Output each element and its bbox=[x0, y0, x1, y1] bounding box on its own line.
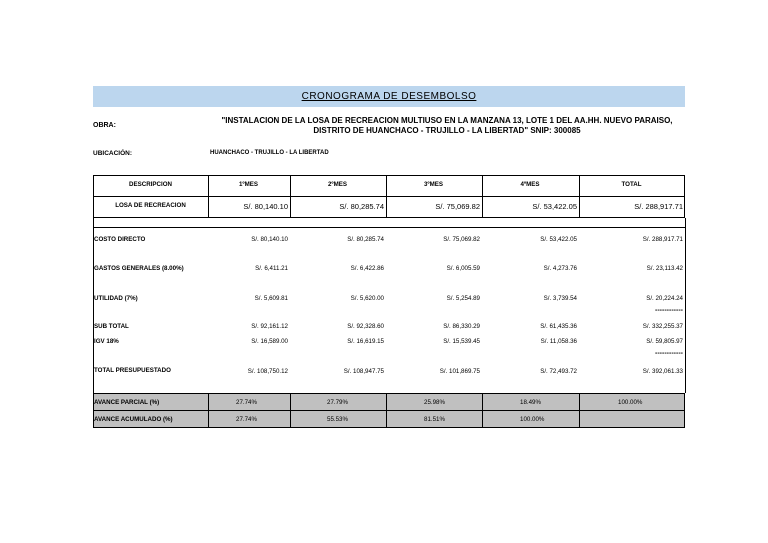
costo-directo-mes-2: S/. 80,285.74 bbox=[347, 236, 384, 243]
obra-line-2: DISTRITO DE HUANCHACO - TRUJILLO - LA LIBERTAD" SNIP: 300085 bbox=[313, 126, 581, 135]
gastos-mes-3: S/. 6,005.59 bbox=[446, 265, 480, 272]
utilidad-total: S/. 20,224.24 bbox=[646, 295, 683, 302]
avance-acumulado-mes-2: 55.53% bbox=[327, 416, 348, 423]
losa-mes-1: S/. 80,140.10 bbox=[243, 202, 288, 211]
utilidad-label: UTILIDAD (7%) bbox=[94, 295, 138, 302]
utilidad-mes-2: S/. 5,620.00 bbox=[350, 295, 384, 302]
total-presupuestado-mes-4: S/. 72,493.72 bbox=[540, 368, 577, 375]
subtotal-mes-1: S/. 92,161.12 bbox=[251, 323, 288, 330]
costo-directo-mes-4: S/. 53,422.05 bbox=[540, 236, 577, 243]
subtotal-mes-3: S/. 86,330.29 bbox=[443, 323, 480, 330]
obra-line-1: "INSTALACION DE LA LOSA DE RECREACION MULTIUSO EN LA MANZANA 13, LOTE 1 DEL AA.HH. NUEVO PARAISO, bbox=[221, 116, 673, 125]
separator-1: ------------ bbox=[655, 307, 683, 314]
losa-descripcion: LOSA DE RECREACION bbox=[115, 202, 186, 209]
subtotal-mes-4: S/. 61,435.36 bbox=[540, 323, 577, 330]
avance-parcial-mes-3: 25.98% bbox=[424, 399, 445, 406]
igv-total: S/. 59,805.97 bbox=[646, 338, 683, 345]
avance-acumulado-mes-1: 27.74% bbox=[236, 416, 257, 423]
obra-label: OBRA: bbox=[93, 122, 116, 129]
header-mes-4: 4ºMES bbox=[520, 181, 540, 188]
total-presupuestado-mes-1: S/. 108,750.12 bbox=[247, 368, 288, 375]
gastos-mes-2: S/. 6,422.86 bbox=[350, 265, 384, 272]
igv-mes-1: S/. 16,589.00 bbox=[251, 338, 288, 345]
obra-description bbox=[212, 116, 682, 136]
header-mes-3: 3ºMES bbox=[423, 181, 444, 188]
avance-table bbox=[93, 393, 685, 428]
avance-parcial-label: AVANCE PARCIAL (%) bbox=[94, 399, 160, 406]
costo-directo-label: COSTO DIRECTO bbox=[94, 236, 146, 243]
gastos-mes-4: S/. 4,273.76 bbox=[543, 265, 577, 272]
total-presupuestado-label: TOTAL PRESUPUESTADO bbox=[94, 367, 171, 374]
igv-mes-4: S/. 11,058.36 bbox=[540, 338, 577, 345]
gastos-label: GASTOS GENERALES (8.00%) bbox=[94, 265, 184, 272]
header-mes-2: 2ºMES bbox=[327, 181, 348, 188]
utilidad-mes-1: S/. 5,609.81 bbox=[254, 295, 288, 302]
igv-mes-3: S/. 15,539.45 bbox=[443, 338, 480, 345]
avance-parcial-mes-4: 18.49% bbox=[520, 399, 541, 406]
losa-mes-3: S/. 75,069.82 bbox=[435, 202, 480, 211]
ubicacion-value: HUANCHACO - TRUJILLO - LA LIBERTAD bbox=[210, 150, 329, 156]
subtotal-mes-2: S/. 92,328.60 bbox=[347, 323, 384, 330]
avance-acumulado-label: AVANCE ACUMULADO (%) bbox=[94, 416, 173, 423]
avance-parcial-mes-1: 27.74% bbox=[236, 399, 257, 406]
utilidad-mes-4: S/. 3,739.54 bbox=[543, 295, 577, 302]
avance-parcial-mes-2: 27.79% bbox=[327, 399, 348, 406]
avance-acumulado-mes-4: 100.00% bbox=[520, 416, 545, 423]
total-presupuestado-total: S/. 392,061.33 bbox=[642, 368, 683, 375]
total-presupuestado-mes-3: S/. 101,869.75 bbox=[439, 368, 480, 375]
utilidad-mes-3: S/. 5,254.89 bbox=[446, 295, 480, 302]
header-total: TOTAL bbox=[621, 181, 642, 188]
separator-2: ------------ bbox=[655, 350, 683, 357]
total-presupuestado-mes-2: S/. 108,947.75 bbox=[343, 368, 384, 375]
page-title: CRONOGRAMA DE DESEMBOLSO bbox=[301, 91, 477, 102]
losa-mes-4: S/. 53,422.05 bbox=[532, 202, 577, 211]
subtotal-total: S/. 332,255.37 bbox=[642, 323, 683, 330]
gastos-mes-1: S/. 6,411.21 bbox=[255, 265, 288, 272]
losa-mes-2: S/. 80,285.74 bbox=[339, 202, 384, 211]
igv-label: IGV 18% bbox=[94, 338, 119, 345]
losa-total: S/. 288,917.71 bbox=[634, 202, 683, 211]
subtotal-label: SUB TOTAL bbox=[94, 323, 129, 330]
costo-directo-mes-3: S/. 75,069.82 bbox=[443, 236, 480, 243]
avance-acumulado-mes-3: 81.51% bbox=[424, 416, 445, 423]
ubicacion-label: UBICACIÓN: bbox=[93, 150, 132, 157]
header-descripcion: DESCRIPCION bbox=[129, 181, 172, 188]
title-bar bbox=[93, 86, 685, 107]
gastos-total: S/. 23,113.42 bbox=[646, 265, 683, 272]
costo-directo-mes-1: S/. 80,140.10 bbox=[251, 236, 288, 243]
igv-mes-2: S/. 16,619.15 bbox=[347, 338, 384, 345]
avance-parcial-total: 100.00% bbox=[618, 399, 643, 406]
costo-directo-total: S/. 288,917.71 bbox=[642, 236, 683, 243]
header-mes-1: 1ºMES bbox=[238, 181, 259, 188]
